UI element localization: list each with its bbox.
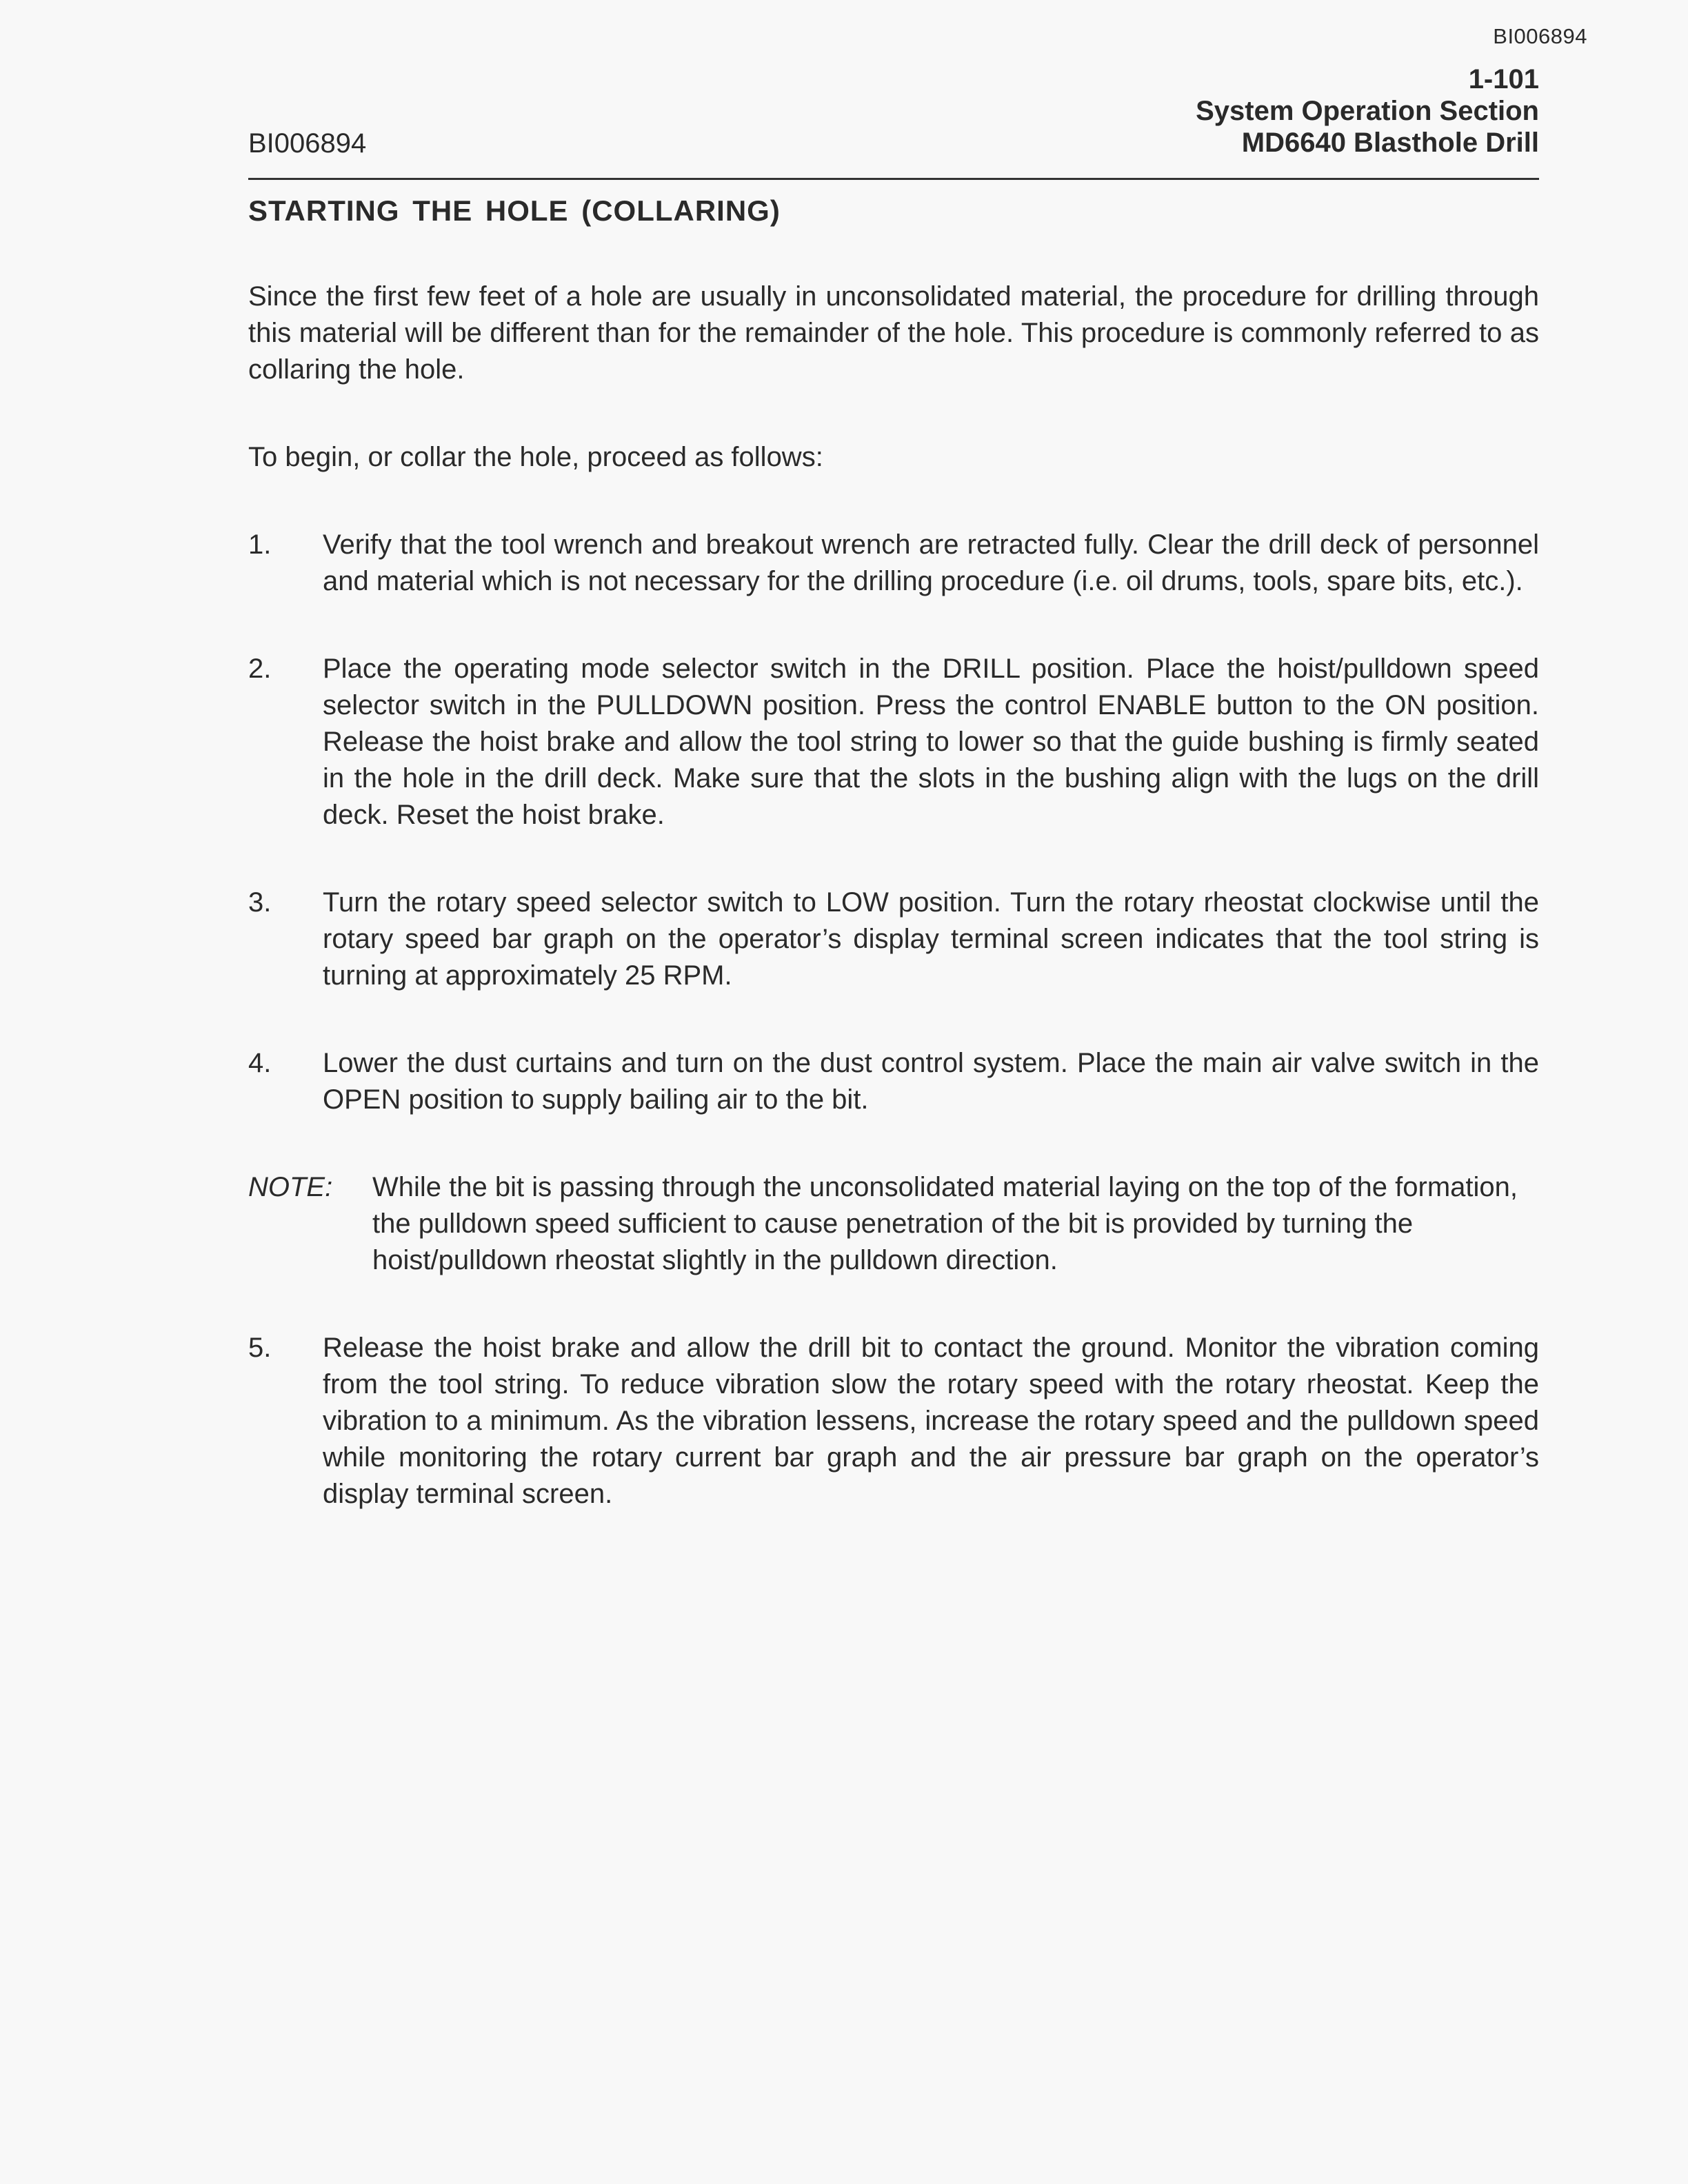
step-number: 3. bbox=[248, 887, 272, 918]
page-body bbox=[248, 192, 1539, 1564]
step-text: Turn the rotary speed selector switch to LOW position. Turn the rotary rheostat clockwise until the rotary speed bar graph on the operator’s display terminal screen indicates that the tool string is turning at approximately 25 RPM. bbox=[323, 887, 1539, 991]
step-number: 1. bbox=[248, 529, 272, 560]
header-divider bbox=[248, 178, 1539, 180]
note-label: NOTE: bbox=[248, 1172, 333, 1202]
header-title-block bbox=[1196, 63, 1539, 159]
step-text: Place the operating mode selector switch in the DRILL position. Place the hoist/pulldown speed selector switch in the PULLDOWN position. Press the control ENABLE button to the ON position. Release the hoist brake and allow the tool string to lower so that the guide bushing is firmly seated in the hole in the drill deck. Make sure that the slots in the bushing align with the lugs on the drill deck. Reset the hoist brake. bbox=[323, 654, 1539, 830]
step-item bbox=[248, 651, 1539, 833]
page-header bbox=[248, 63, 1539, 181]
step-item bbox=[248, 527, 1539, 600]
step-number: 2. bbox=[248, 654, 272, 684]
step-number: 5. bbox=[248, 1333, 272, 1363]
step-text: Release the hoist brake and allow the drill bit to contact the ground. Monitor the vibration coming from the tool string. To reduce vibration slow the rotary speed with the rotary rheostat. Keep the vibration to a minimum. As the vibration lessens, increase the rotary speed and the pulldown speed while monitoring the rotary current bar graph and the air pressure bar graph on the operator’s display terminal screen. bbox=[323, 1333, 1539, 1509]
note-block bbox=[248, 1169, 1539, 1279]
document-id-top: BI006894 bbox=[1493, 24, 1587, 48]
step-item bbox=[248, 1330, 1539, 1513]
step-number: 4. bbox=[248, 1048, 272, 1078]
lead-in-paragraph: To begin, or collar the hole, proceed as follows: bbox=[248, 442, 823, 472]
step-text: Verify that the tool wrench and breakout wrench are retracted fully. Clear the drill deck of personnel and material which is not necessary for the drilling procedure (i.e. oil drums, tools, spare bits, etc.). bbox=[323, 529, 1539, 596]
header-document-id: BI006894 bbox=[248, 128, 367, 159]
section-heading: STARTING THE HOLE (COLLARING) bbox=[248, 194, 781, 227]
section-title: System Operation Section bbox=[1196, 96, 1539, 126]
step-text: Lower the dust curtains and turn on the dust control system. Place the main air valve switch in the OPEN position to supply bailing air to the bit. bbox=[323, 1048, 1539, 1115]
step-item bbox=[248, 884, 1539, 994]
product-title: MD6640 Blasthole Drill bbox=[1241, 128, 1539, 158]
note-text: While the bit is passing through the unconsolidated material laying on the top of the formation, the pulldown speed sufficient to cause penetration of the bit is provided by turning the hoist/pulldown rheostat slightly in the pulldown direction. bbox=[372, 1172, 1518, 1275]
intro-paragraph: Since the first few feet of a hole are usually in unconsolidated material, the procedure for drilling through this material will be different than for the remainder of the hole. This procedure is commonly referred to as collaring the hole. bbox=[248, 281, 1539, 385]
step-item bbox=[248, 1045, 1539, 1118]
page-number: 1-101 bbox=[1468, 64, 1539, 94]
